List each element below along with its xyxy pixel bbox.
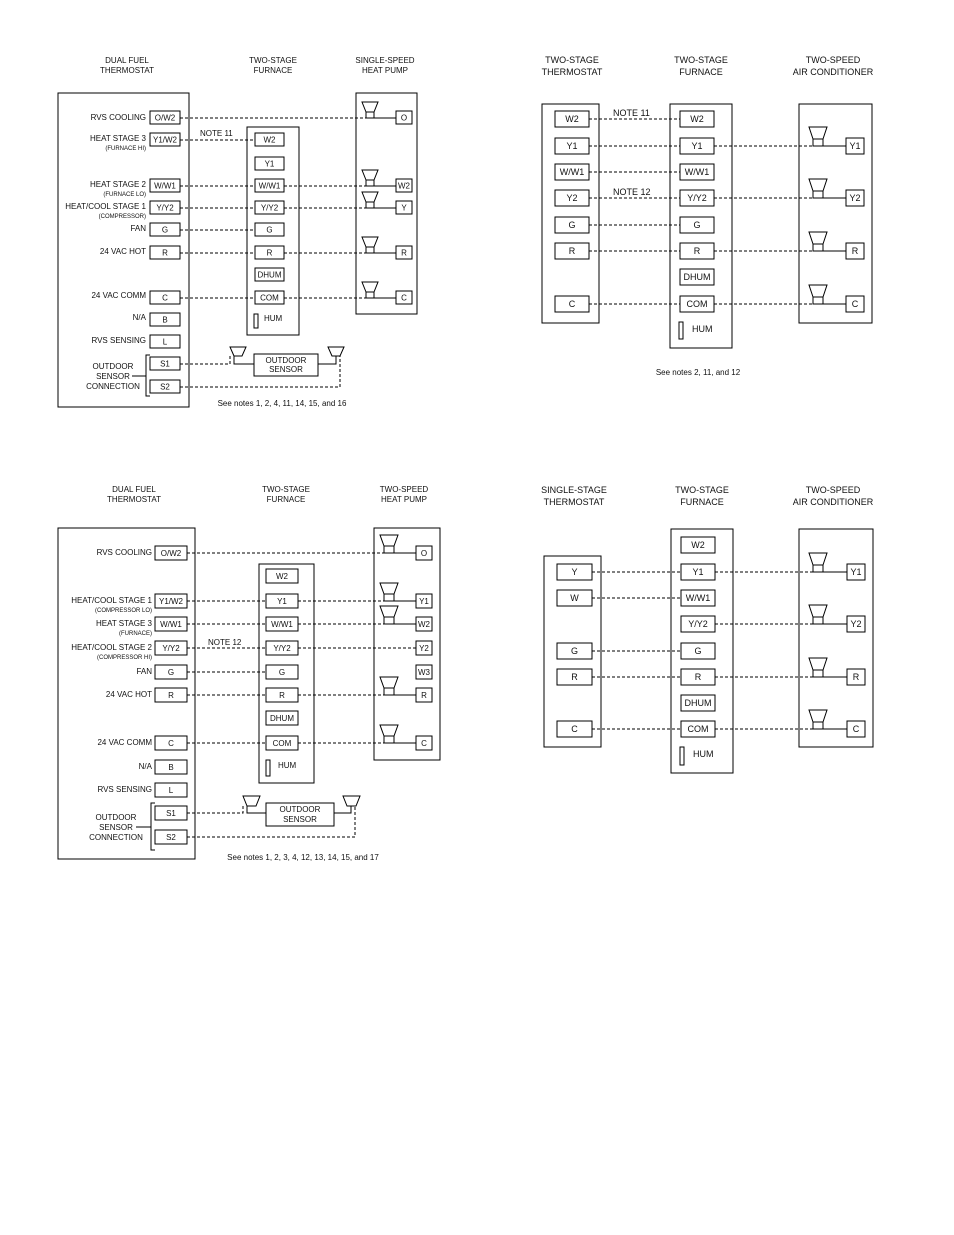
heat-pump-terminal-y2: Y2 (419, 644, 429, 653)
label-heat-cool-stage-1: HEAT/COOL STAGE 1 (71, 596, 152, 605)
furnace-terminal-y-y2: Y/Y2 (273, 644, 291, 653)
terminal-w-w1: W/W1 (154, 181, 176, 191)
furnace-terminal-w2: W2 (691, 540, 705, 550)
outdoor-sensor-label-2: SENSOR (283, 815, 317, 824)
furnace-terminal-g: G (694, 646, 702, 656)
furnace-terminal-dhum: DHUM (257, 270, 282, 280)
terminal-l: L (168, 786, 174, 795)
furnace-terminal-hum: HUM (278, 761, 297, 770)
ac-terminal-y1: Y1 (849, 141, 861, 151)
terminal-o-w2: O/W2 (154, 113, 176, 123)
furnace-terminal-y1: Y1 (277, 597, 287, 606)
furnace-terminal-w-w1: W/W1 (258, 181, 281, 191)
thermostat-title-line1: TWO-STAGE (545, 55, 599, 65)
furnace-terminal-dhum: DHUM (684, 698, 712, 708)
outdoor-sensor-label-1: OUTDOOR (279, 805, 321, 814)
footnote: See notes 1, 2, 3, 4, 12, 13, 14, 15, and 17 (227, 853, 379, 862)
terminal-y1-w2: Y1/W2 (158, 597, 184, 606)
terminal-w-w1: W/W1 (160, 620, 182, 629)
thermostat-title-line2: THERMOSTAT (543, 497, 605, 507)
furnace-terminal-g: G (693, 220, 701, 230)
terminal-s1: S1 (160, 359, 170, 369)
label-24vac-comm: 24 VAC COMM (97, 738, 152, 747)
furnace-terminal-r: R (694, 672, 702, 682)
ac-terminal-y2: Y2 (849, 193, 861, 203)
note-12-label: NOTE 12 (208, 638, 242, 647)
sensor-connection-label-3: CONNECTION (86, 382, 140, 391)
hum-indicator (254, 314, 258, 328)
furnace-terminal-g: G (278, 668, 286, 677)
ac-terminal-c: C (852, 724, 860, 734)
diagram-single-stage-two-speed-ac (541, 485, 874, 773)
furnace-terminal-w2: W2 (690, 114, 704, 124)
terminal-l: L (162, 337, 168, 347)
ac-title-line2: AIR CONDITIONER (792, 67, 874, 77)
label-24vac-hot: 24 VAC HOT (99, 247, 146, 256)
heat-pump-terminal-w3: W3 (418, 668, 430, 677)
furnace-terminal-com: COM (272, 739, 292, 748)
heat-pump-terminal-w2: W2 (418, 620, 430, 629)
ac-symbol (809, 553, 847, 729)
label-fan: FAN (130, 224, 146, 233)
heat-pump-title-line2: HEAT PUMP (381, 495, 427, 504)
label-heat-cool-stage-1: HEAT/COOL STAGE 1 (65, 202, 146, 211)
furnace-terminal-com: COM (687, 724, 709, 734)
ac-title-line2: AIR CONDITIONER (792, 497, 874, 507)
ac-symbol (809, 127, 846, 304)
thermostat-title-line2: THERMOSTAT (541, 67, 603, 77)
footnote: See notes 2, 11, and 12 (655, 368, 741, 377)
terminal-y-y2: Y/Y2 (156, 203, 174, 213)
sublabel-compressor-lo: (COMPRESSOR LO) (94, 608, 152, 614)
furnace-terminal-y-y2: Y/Y2 (688, 619, 708, 629)
label-24vac-comm: 24 VAC COMM (91, 291, 146, 300)
thermostat-terminal-y1: Y1 (566, 141, 578, 151)
furnace-title-line1: TWO-STAGE (262, 485, 310, 494)
furnace-terminal-r: R (693, 246, 701, 256)
heat-pump-terminal-y: Y (401, 203, 407, 213)
label-na: N/A (132, 313, 146, 322)
label-rvs-cooling: RVS COOLING (96, 548, 152, 557)
outdoor-sensor-label-1: OUTDOOR (265, 356, 307, 365)
furnace-terminals (679, 111, 714, 339)
terminal-c: C (162, 293, 168, 303)
heat-pump-terminal-c: C (421, 739, 427, 748)
sublabel-compressor-hi: (COMPRESSOR HI) (96, 655, 152, 661)
terminal-s1: S1 (166, 809, 176, 818)
sensor-connection-label-2: SENSOR (99, 823, 133, 832)
furnace-title-line2: FURNACE (266, 495, 306, 504)
ac-panel (799, 104, 872, 323)
thermostat-terminal-y: Y (571, 567, 578, 577)
terminal-r: R (162, 248, 168, 258)
furnace-title-line2: FURNACE (680, 497, 724, 507)
heat-pump-title-line1: SINGLE-SPEED (355, 56, 415, 65)
thermostat-title-line1: SINGLE-STAGE (541, 485, 607, 495)
furnace-terminal-g: G (266, 225, 273, 235)
label-na: N/A (138, 762, 152, 771)
label-rvs-sensing: RVS SENSING (91, 336, 146, 345)
diagram-dual-fuel-two-speed-heat-pump (58, 485, 440, 862)
ac-terminals (847, 564, 865, 737)
terminal-y1-w2: Y1/W2 (152, 135, 178, 145)
thermostat-terminal-r: R (568, 246, 576, 256)
hum-indicator (679, 322, 683, 339)
label-heat-stage-3: HEAT STAGE 3 (95, 619, 152, 628)
label-rvs-sensing: RVS SENSING (97, 785, 152, 794)
terminal-o-w2: O/W2 (160, 549, 182, 558)
label-heat-stage-3: HEAT STAGE 3 (89, 134, 146, 143)
sublabel-furnace-lo: (FURNACE LO) (103, 192, 146, 198)
heat-pump-terminal-o: O (400, 113, 408, 123)
diagram-two-stage-two-speed-ac (542, 55, 874, 377)
thermostat-terminal-r: R (571, 672, 578, 682)
sublabel-furnace-hi: (FURNACE HI) (105, 146, 146, 152)
thermostat-panel (542, 104, 599, 323)
label-heat-cool-stage-2: HEAT/COOL STAGE 2 (71, 643, 152, 652)
terminal-c: C (168, 739, 174, 748)
furnace-terminal-y1: Y1 (692, 567, 704, 577)
thermostat-terminals (555, 111, 589, 312)
furnace-title-line1: TWO-STAGE (674, 55, 728, 65)
furnace-terminal-y-y2: Y/Y2 (687, 193, 707, 203)
terminal-b: B (168, 763, 174, 772)
sensor-connection-label-3: CONNECTION (89, 833, 143, 842)
hum-indicator (266, 760, 270, 776)
terminal-g: G (161, 225, 169, 235)
heat-pump-terminal-r: R (421, 691, 427, 700)
furnace-title-line2: FURNACE (253, 66, 293, 75)
furnace-terminal-y1: Y1 (691, 141, 703, 151)
furnace-terminal-r: R (266, 248, 273, 258)
furnace-title-line1: TWO-STAGE (249, 56, 297, 65)
furnace-terminal-hum: HUM (693, 749, 714, 759)
terminal-y-y2: Y/Y2 (162, 644, 180, 653)
sensor-bracket (151, 803, 155, 850)
sensor-bracket (146, 355, 150, 396)
terminal-b: B (162, 315, 168, 325)
thermostat-terminal-y2: Y2 (566, 193, 578, 203)
furnace-terminal-w2: W2 (276, 572, 288, 581)
heat-pump-terminal-c: C (401, 293, 407, 303)
furnace-terminals (680, 537, 715, 765)
sublabel-furnace: (FURNACE) (119, 631, 152, 637)
heat-pump-terminal-y1: Y1 (419, 597, 429, 606)
ac-terminals (846, 138, 864, 312)
thermostat-terminal-c: C (568, 299, 576, 309)
heat-pump-terminal-o: O (420, 549, 428, 558)
ac-terminal-y2: Y2 (850, 619, 862, 629)
sensor-connection-label-2: SENSOR (96, 372, 130, 381)
heat-pump-title-line2: HEAT PUMP (362, 66, 408, 75)
furnace-terminal-com: COM (260, 293, 279, 303)
thermostat-terminal-w2: W2 (565, 114, 579, 124)
furnace-terminal-dhum: DHUM (683, 272, 711, 282)
ac-terminal-r: R (851, 246, 859, 256)
hum-indicator (680, 747, 684, 765)
thermostat-terminal-w: W (570, 593, 579, 603)
furnace-terminal-dhum: DHUM (270, 714, 294, 723)
furnace-terminal-w2: W2 (263, 135, 276, 145)
heat-pump-terminal-w2: W2 (398, 181, 410, 191)
thermostat-terminal-g: G (570, 646, 579, 656)
thermostat-terminals (557, 564, 592, 737)
terminal-s2: S2 (166, 833, 176, 842)
thermostat-terminal-w-w1: W/W1 (559, 167, 585, 177)
ac-title-line1: TWO-SPEED (805, 485, 861, 495)
furnace-title-line2: FURNACE (679, 67, 723, 77)
label-fan: FAN (136, 667, 152, 676)
furnace-terminal-w-w1: W/W1 (684, 167, 710, 177)
sublabel-compressor: (COMPRESSOR) (98, 214, 146, 220)
furnace-terminal-y1: Y1 (264, 159, 275, 169)
furnace-terminal-hum: HUM (692, 324, 713, 334)
furnace-terminal-y-y2: Y/Y2 (260, 203, 279, 213)
note-11-label: NOTE 11 (613, 108, 650, 118)
furnace-terminal-hum: HUM (264, 314, 283, 323)
ac-terminal-r: R (852, 672, 860, 682)
footnote: See notes 1, 2, 4, 11, 14, 15, and 16 (217, 399, 347, 408)
heat-pump-terminal-r: R (401, 248, 407, 258)
thermostat-title-line2: THERMOSTAT (107, 495, 161, 504)
sensor-connection-label-1: OUTDOOR (92, 362, 134, 371)
label-rvs-cooling: RVS COOLING (90, 113, 146, 122)
terminal-s2: S2 (160, 382, 170, 392)
thermostat-terminal-c: C (571, 724, 578, 734)
note-11-label: NOTE 11 (200, 129, 233, 138)
thermostat-title-line1: DUAL FUEL (105, 56, 149, 65)
note-12-label: NOTE 12 (613, 187, 651, 197)
furnace-terminal-com: COM (686, 299, 708, 309)
terminal-r: R (168, 691, 174, 700)
furnace-terminal-w-w1: W/W1 (271, 620, 293, 629)
thermostat-terminal-g: G (568, 220, 576, 230)
ac-terminal-c: C (851, 299, 859, 309)
heat-pump-title-line1: TWO-SPEED (379, 485, 429, 494)
furnace-terminal-r: R (279, 691, 285, 700)
wire-s1 (180, 356, 230, 364)
thermostat-title-line1: DUAL FUEL (112, 485, 156, 494)
ac-title-line1: TWO-SPEED (805, 55, 861, 65)
diagram-dual-fuel-single-speed-heat-pump (58, 56, 417, 408)
label-heat-stage-2: HEAT STAGE 2 (89, 180, 146, 189)
outdoor-sensor-label-2: SENSOR (269, 365, 303, 374)
sensor-connection-label-1: OUTDOOR (95, 813, 137, 822)
terminal-g: G (167, 668, 175, 677)
furnace-terminal-w-w1: W/W1 (685, 593, 711, 603)
thermostat-title-line2: THERMOSTAT (100, 66, 154, 75)
furnace-title-line1: TWO-STAGE (675, 485, 729, 495)
ac-terminal-y1: Y1 (850, 567, 862, 577)
label-24vac-hot: 24 VAC HOT (105, 690, 152, 699)
